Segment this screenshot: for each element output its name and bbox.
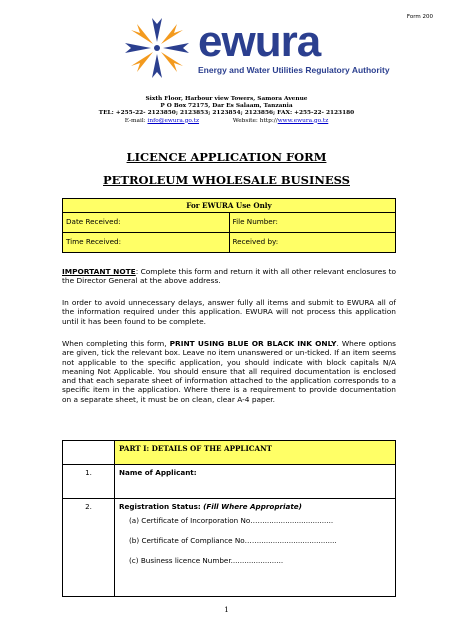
ink-instructions-bold: PRINT USING BLUE OR BLACK INK ONLY — [169, 339, 337, 348]
address-line-2: P O Box 72175, Dar Es Salaam, Tanzania — [160, 103, 293, 110]
email-link[interactable]: info@ewura.go.tz — [147, 117, 200, 124]
email-label: E-mail: — [124, 117, 146, 124]
ewura-logo — [118, 14, 390, 84]
file-number-field: File Number: — [229, 213, 396, 232]
logo-brand-text: ewura — [198, 17, 321, 66]
applicant-name-field[interactable] — [115, 465, 396, 499]
applicant-name-label: Name of Applicant: — [119, 468, 197, 477]
ink-instructions-paragraph — [62, 339, 396, 404]
contact-line — [0, 118, 453, 125]
website-label: Website: http:// — [232, 117, 278, 124]
time-received-field: Time Received: — [66, 237, 121, 246]
date-received-field: Date Received: — [66, 217, 121, 226]
business-licence-field[interactable]: (c) Business licence Number....................... — [129, 556, 284, 565]
registration-status-label: Registration Status: — [119, 502, 201, 511]
part1-number-spacer — [63, 441, 115, 465]
registration-status-field — [115, 499, 396, 597]
form-subtitle: PETROLEUM WHOLESALE BUSINESS — [103, 173, 350, 187]
star-burst-icon — [118, 14, 196, 84]
item-2-number: 2. — [63, 499, 115, 597]
logo-tagline: Energy and Water Utilities Regulatory Authority — [198, 65, 390, 75]
received-by-field: Received by: — [229, 233, 396, 252]
address-line-3: TEL: +255-22- 2123850; 2123853; 2123854; 2123856; FAX: +255-22- 2123180 — [98, 110, 355, 117]
important-note-text: : Complete this form and return it with all other relevant enclosures to the Director General at the above address. — [62, 267, 396, 286]
certificate-incorporation-field[interactable]: (a) Certificate of Incorporation No…….............................. — [129, 516, 334, 525]
ewura-use-header: For EWURA Use Only — [186, 201, 272, 210]
address-block — [0, 96, 453, 125]
certificate-compliance-field[interactable]: (b) Certificate of Compliance No…….................................. — [129, 536, 337, 545]
ewura-use-box — [62, 198, 396, 253]
address-line-1: Sixth Floor, Harbour view Towers, Samora Avenue — [145, 96, 308, 102]
form-number: Form 200 — [406, 14, 433, 20]
ink-instructions-rest: . Where options are given, tick the relevant box. Leave no item unanswered or un-ticked. If an item seems not applicable to the specific application, you should indicate with block capitals N/A meaning Not Applicable. You should ensure that all required documentation is enclosed and that each separate sheet of information attached to the application corresponds to a specific item in the application. Where there is a requirement to provide documentation on a separate sheet, it must be on clean, clear A-4 paper. — [62, 339, 397, 404]
page-number: 1 — [224, 605, 229, 614]
important-note-label: IMPORTANT NOTE — [62, 267, 136, 276]
form-title: LICENCE APPLICATION FORM — [126, 150, 327, 164]
registration-status-hint: (Fill Where Appropriate) — [203, 502, 302, 511]
part1-table — [62, 440, 396, 597]
ink-instructions-start: When completing this form, — [62, 339, 170, 348]
instructions-paragraph: In order to avoid unnecessary delays, answer fully all items and submit to EWURA all of the information required under this application. EWURA will not process this application until it has been found to be complete. — [62, 298, 396, 326]
website-link[interactable]: www.ewura.go.tz — [277, 117, 329, 124]
item-1-number: 1. — [63, 465, 115, 499]
part1-header: PART I: DETAILS OF THE APPLICANT — [115, 441, 396, 465]
important-note — [62, 267, 396, 286]
